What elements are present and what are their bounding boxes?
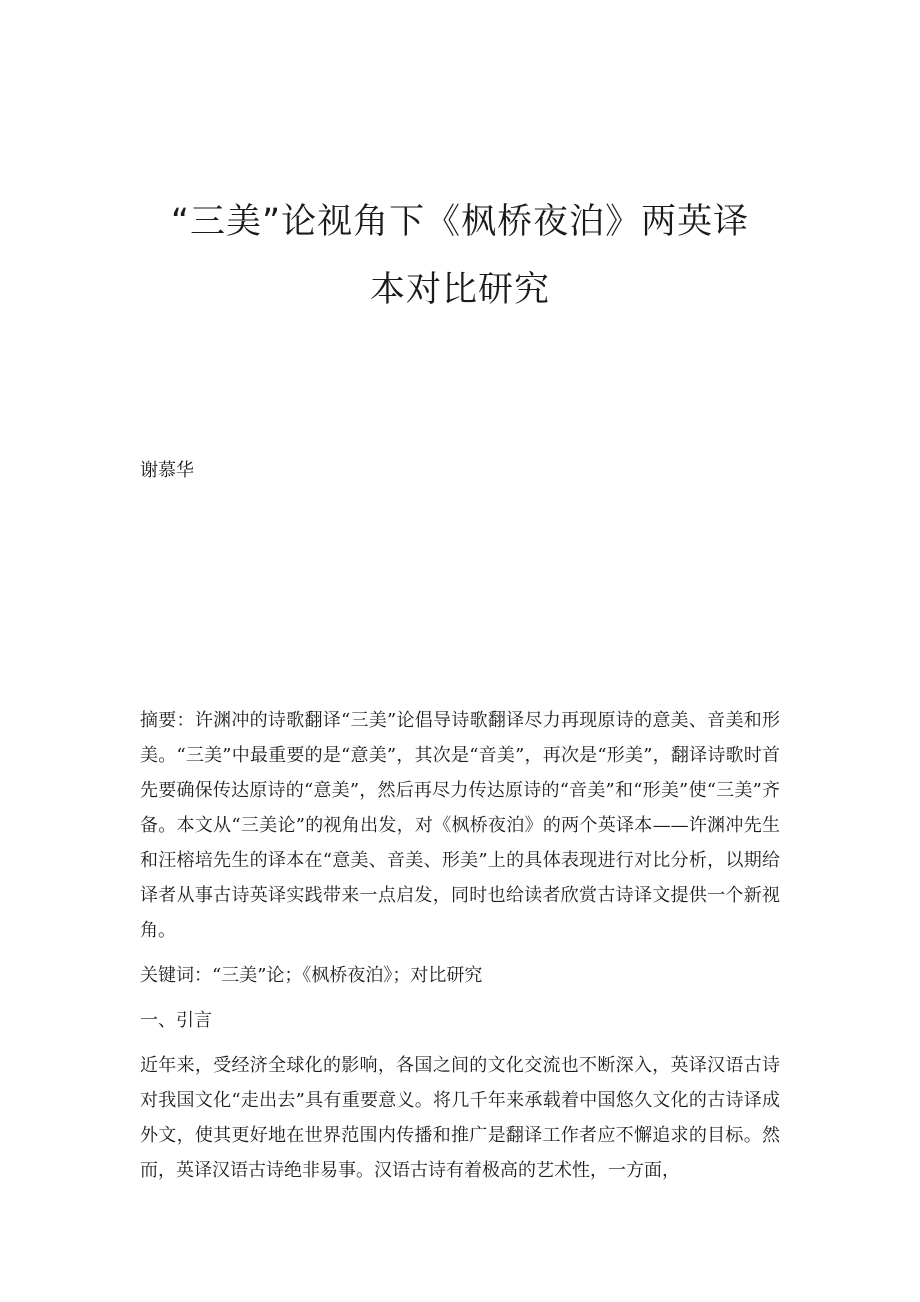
abstract-paragraph: 摘要：许渊冲的诗歌翻译“三美”论倡导诗歌翻译尽力再现原诗的意美、音美和形美。“三美”中最重要的是“意美”，其次是“音美”，再次是“形美”，翻译诗歌时首先要确保传达原诗的“意美”，然后再尽力传达原诗的“音美”和“形美”使“三美”齐备。本文从“三美论”的视角出发，对《枫桥夜泊》的两个英译本——许渊冲先生和汪榕培先生的译本在“意美、音美、形美”上的具体表现进行对比分析，以期给译者从事古诗英译实践带来一点启发，同时也给读者欣赏古诗译文提供一个新视角。 — [140, 710, 780, 941]
paper-title — [100, 188, 820, 324]
paper-body — [140, 703, 780, 1188]
keywords-line: 关键词：“三美”论；《枫桥夜泊》；对比研究 — [140, 965, 483, 986]
title-line-1: “三美”论视角下《枫桥夜泊》两英译 — [170, 202, 750, 242]
section-heading: 一、引言 — [140, 1010, 212, 1031]
author-name: 谢慕华 — [140, 460, 194, 481]
title-line-2: 本对比研究 — [369, 270, 550, 310]
intro-paragraph: 近年来，受经济全球化的影响，各国之间的文化交流也不断深入，英译汉语古诗对我国文化“走出去”具有重要意义。将几千年来承载着中国悠久文化的古诗译成外文，使其更好地在世界范围内传播和推广是翻译工作者应不懈追求的目标。然而，英译汉语古诗绝非易事。汉语古诗有着极高的艺术性，一方面， — [140, 1055, 780, 1181]
